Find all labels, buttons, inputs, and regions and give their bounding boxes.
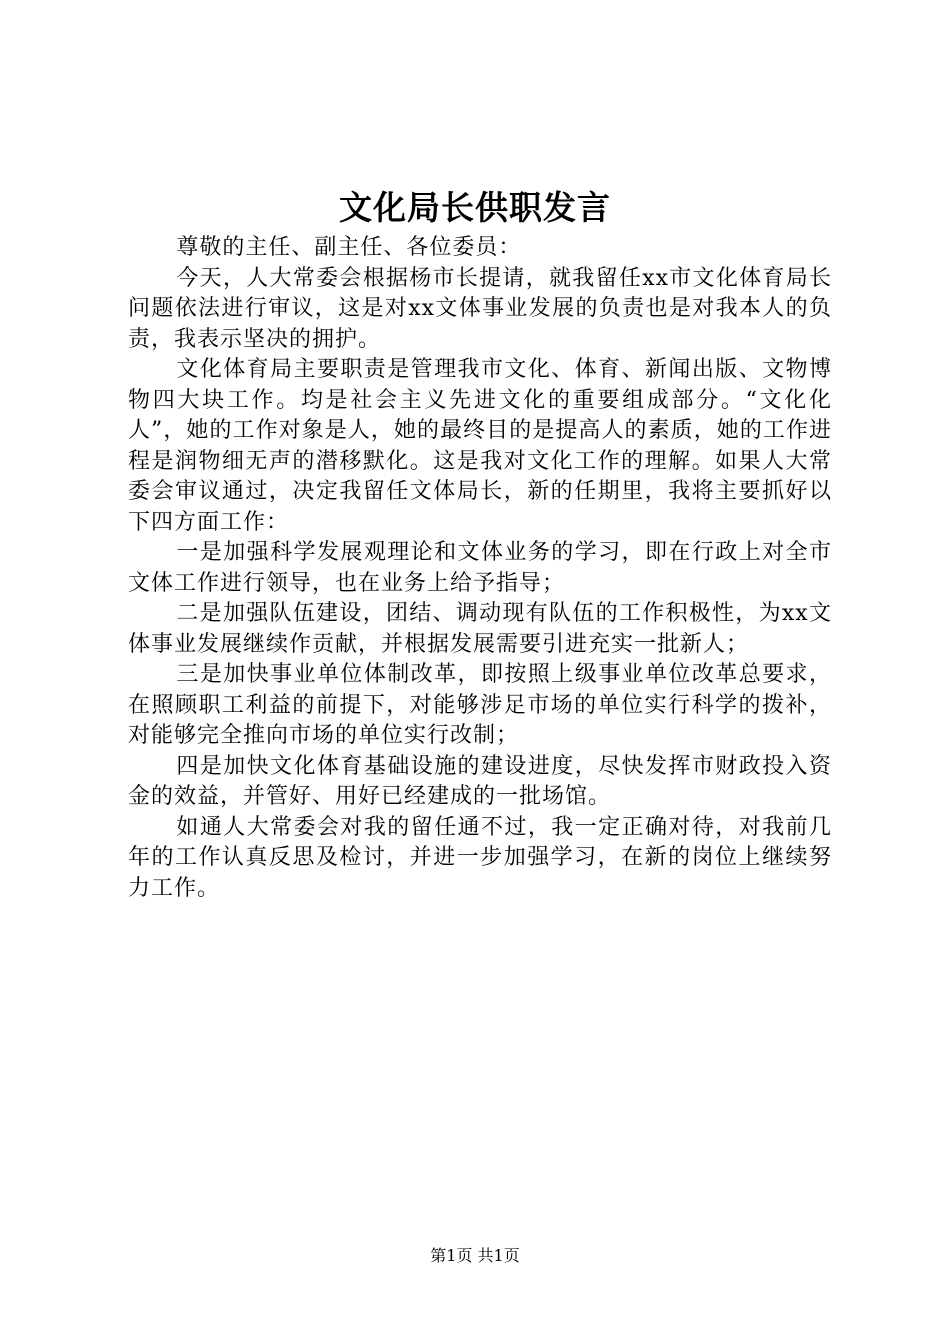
closing-paragraph: 如通人大常委会对我的留任通不过，我一定正确对待，对我前几年的工作认真反思及检讨，并进一步加强学习，在新的岗位上继续努力工作。 bbox=[128, 814, 832, 901]
page-number-footer: 第1页 共1页 bbox=[430, 1246, 520, 1265]
document-body bbox=[128, 233, 832, 904]
body-paragraph: 三是加快事业单位体制改革，即按照上级事业单位改革总要求，在照顾职工利益的前提下，对能够涉足市场的单位实行科学的拨补，对能够完全推向市场的单位实行改制； bbox=[128, 662, 832, 748]
body-paragraph: 今天，人大常委会根据杨市长提请，就我留任xx市文化体育局长问题依法进行审议，这是对xx文体事业发展的负责也是对我本人的负责，我表示坚决的拥护。 bbox=[128, 265, 832, 352]
body-paragraph: 四是加快文化体育基础设施的建设进度，尽快发挥市财政投入资金的效益，并管好、用好已经建成的一批场馆。 bbox=[128, 753, 832, 809]
document-title: 文化局长供职发言 bbox=[339, 188, 611, 227]
body-paragraph: 一是加强科学发展观理论和文体业务的学习，即在行政上对全市文体工作进行领导，也在业务上给予指导； bbox=[128, 540, 832, 596]
body-paragraph: 文化体育局主要职责是管理我市文化、体育、新闻出版、文物博物四大块工作。均是社会主义先进文化的重要组成部分。“文化化人”，她的工作对象是人，她的最终目的是提高人的素质，她的工作进程是润物细无声的潜移默化。这是我对文化工作的理解。如果人大常委会审议通过，决定我留任文体局长，新的任期里，我将主要抓好以下四方面工作： bbox=[128, 357, 832, 535]
salutation-paragraph: 尊敬的主任、副主任、各位委员： bbox=[176, 235, 522, 260]
body-paragraph: 二是加强队伍建设，团结、调动现有队伍的工作积极性，为xx文体事业发展继续作贡献，并根据发展需要引进充实一批新人； bbox=[128, 601, 832, 657]
